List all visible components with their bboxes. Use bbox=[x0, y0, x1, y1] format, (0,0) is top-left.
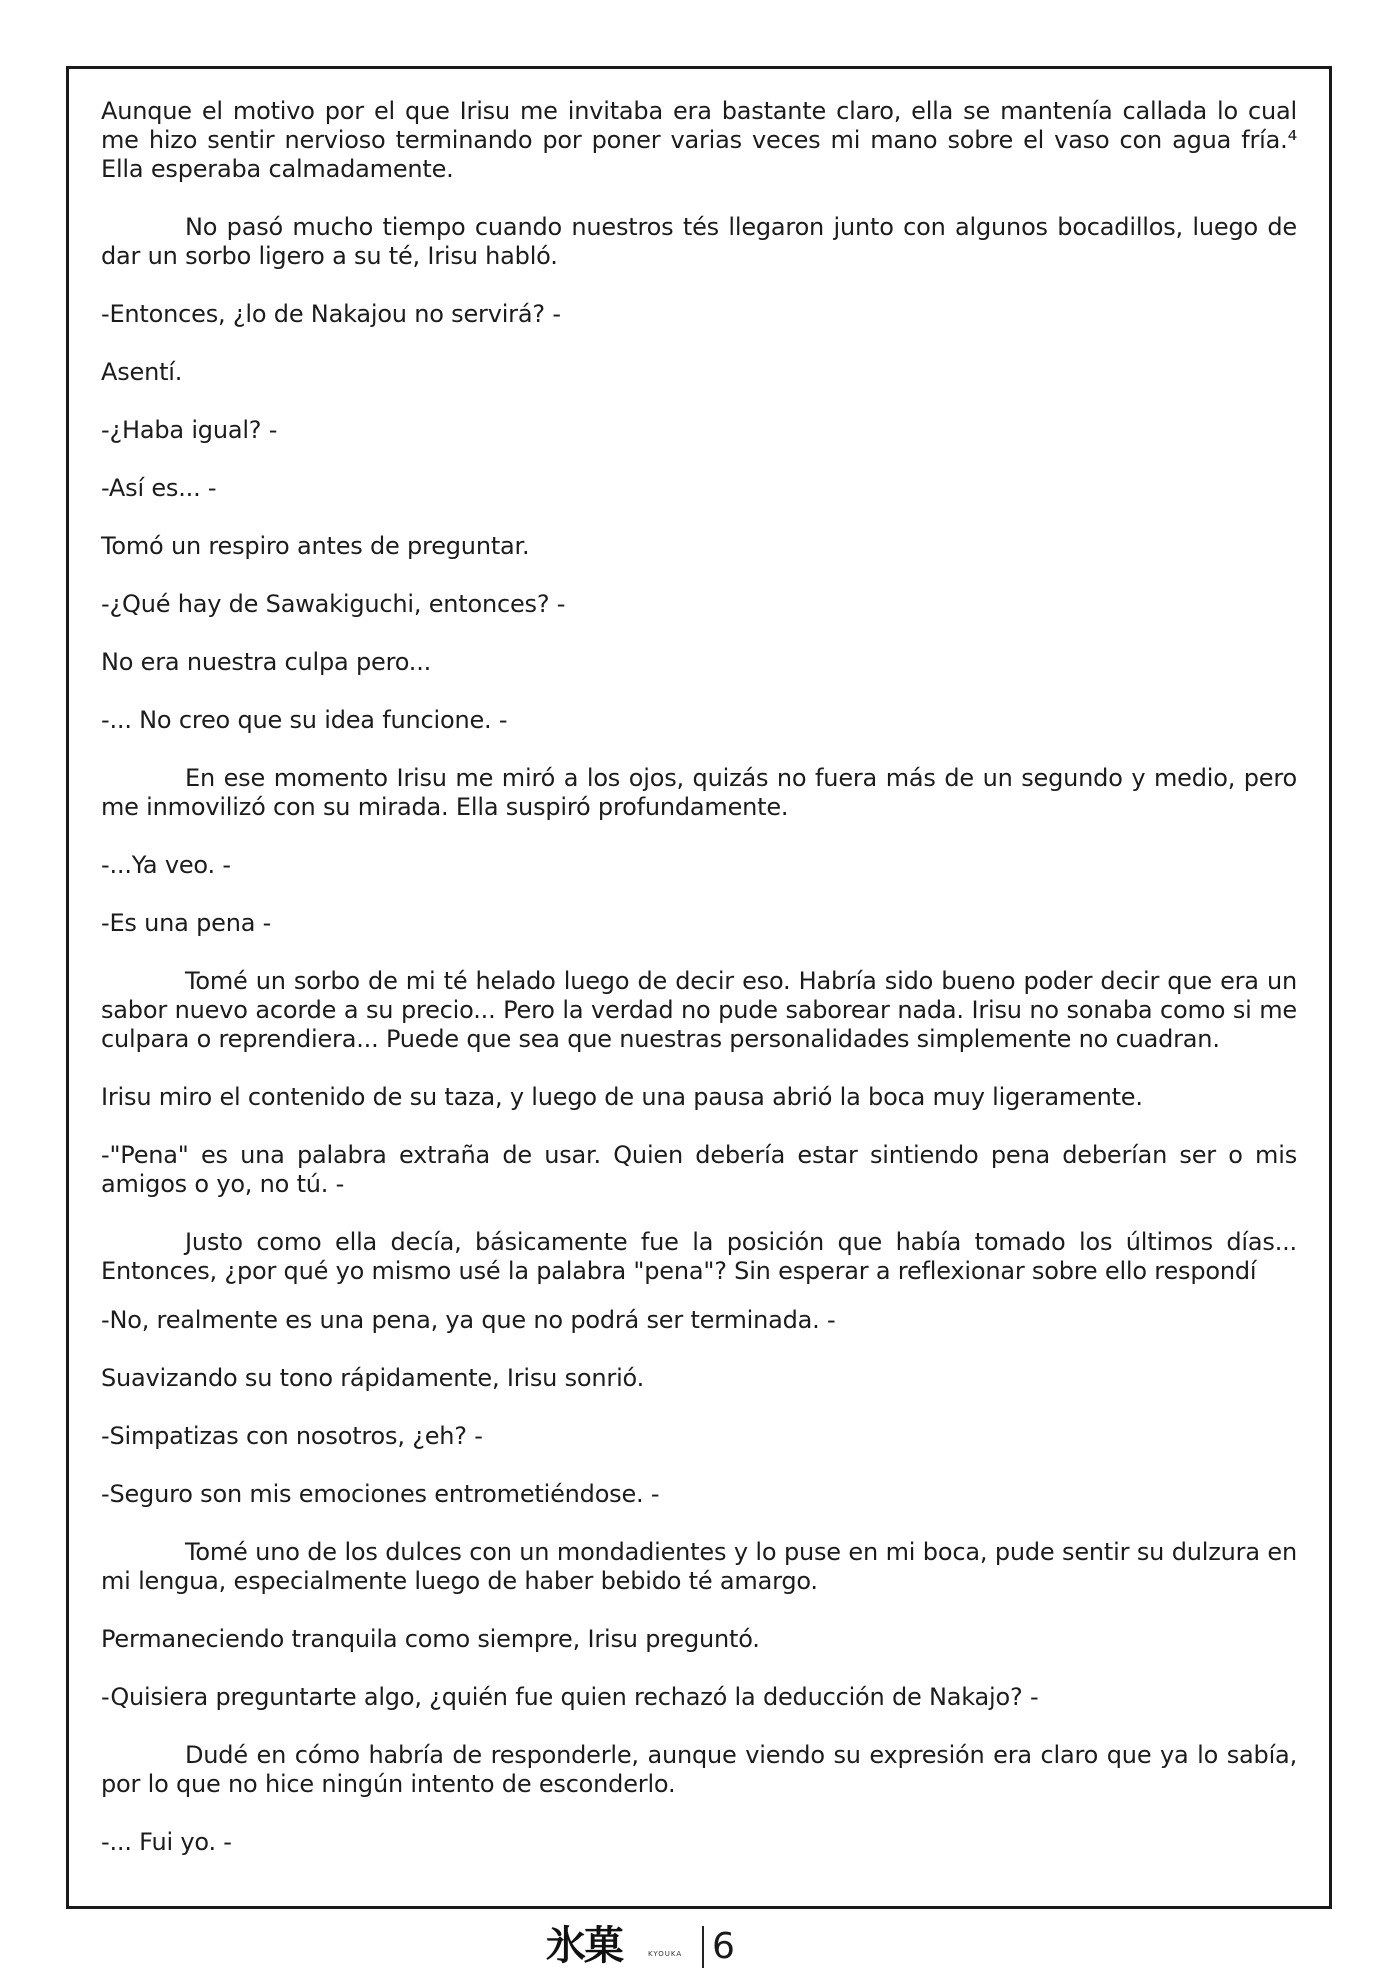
paragraph: No pasó mucho tiempo cuando nuestros tés llegaron junto con algunos bocadillos, luego de dar un sorbo ligero a su té, Irisu habló. bbox=[101, 213, 1297, 270]
paragraph: Tomé uno de los dulces con un mondadientes y lo puse en mi boca, pude sentir su dulzura en mi lengua, especialmente luego de haber bebido té amargo. bbox=[101, 1538, 1297, 1595]
paragraph: Suavizando su tono rápidamente, Irisu sonrió. bbox=[101, 1364, 645, 1392]
paragraph: -"Pena" es una palabra extraña de usar. Quien debería estar sintiendo pena deberían ser o mis amigos o yo, no tú. - bbox=[101, 1141, 1297, 1198]
paragraph: -Es una pena - bbox=[101, 909, 272, 937]
paragraph: -... Fui yo. - bbox=[101, 1828, 232, 1856]
paragraph: En ese momento Irisu me miró a los ojos, quizás no fuera más de un segundo y medio, pero me inmovilizó con su mirada. Ella suspiró profundamente. bbox=[101, 764, 1297, 821]
page-number-divider bbox=[702, 1926, 704, 1968]
page-body bbox=[101, 97, 1297, 1886]
paragraph: Justo como ella decía, básicamente fue la posición que había tomado los últimos días... Entonces, ¿por qué yo mismo usé la palabra "pena"? Sin esperar a reflexionar sobre ello respondí bbox=[101, 1228, 1297, 1285]
paragraph: Tomé un sorbo de mi té helado luego de decir eso. Habría sido bueno poder decir que era un sabor nuevo acorde a su precio... Pero la verdad no pude saborear nada. Irisu no sonaba como si me culpara o reprendiera... Puede que sea que nuestras personalidades simplemente no cuadran. bbox=[101, 967, 1297, 1053]
paragraph: -Entonces, ¿lo de Nakajou no servirá? - bbox=[101, 300, 561, 328]
paragraph: Dudé en cómo habría de responderle, aunque viendo su expresión era claro que ya lo sabía, por lo que no hice ningún intento de esconderlo. bbox=[101, 1741, 1297, 1798]
page-number: 6 bbox=[712, 1926, 735, 1967]
series-logo-subtitle: KYOUKA bbox=[648, 1950, 683, 1958]
paragraph: -...Ya veo. - bbox=[101, 851, 231, 879]
paragraph: Irisu miro el contenido de su taza, y luego de una pausa abrió la boca muy ligeramente. bbox=[101, 1083, 1143, 1111]
page-footer bbox=[546, 1922, 746, 1972]
paragraph: -¿Qué hay de Sawakiguchi, entonces? - bbox=[101, 590, 566, 618]
series-logo: 氷菓 bbox=[546, 1922, 622, 1969]
paragraph: -No, realmente es una pena, ya que no podrá ser terminada. - bbox=[101, 1306, 836, 1334]
page-border bbox=[66, 66, 1332, 1909]
paragraph: -... No creo que su idea funcione. - bbox=[101, 706, 508, 734]
paragraph: -Quisiera preguntarte algo, ¿quién fue quien rechazó la deducción de Nakajo? - bbox=[101, 1683, 1039, 1711]
paragraph: No era nuestra culpa pero... bbox=[101, 648, 432, 676]
paragraph: -¿Haba igual? - bbox=[101, 416, 278, 444]
paragraph: -Así es... - bbox=[101, 474, 217, 502]
paragraph: Permaneciendo tranquila como siempre, Irisu preguntó. bbox=[101, 1625, 760, 1653]
paragraph: -Seguro son mis emociones entrometiéndose. - bbox=[101, 1480, 660, 1508]
paragraph: Asentí. bbox=[101, 358, 183, 386]
paragraph: Aunque el motivo por el que Irisu me invitaba era bastante claro, ella se mantenía callada lo cual me hizo sentir nervioso terminando por poner varias veces mi mano sobre el vaso con agua fría.⁴ Ella esperaba calmadamente. bbox=[101, 97, 1297, 183]
paragraph: Tomó un respiro antes de preguntar. bbox=[101, 532, 530, 560]
paragraph: -Simpatizas con nosotros, ¿eh? - bbox=[101, 1422, 483, 1450]
